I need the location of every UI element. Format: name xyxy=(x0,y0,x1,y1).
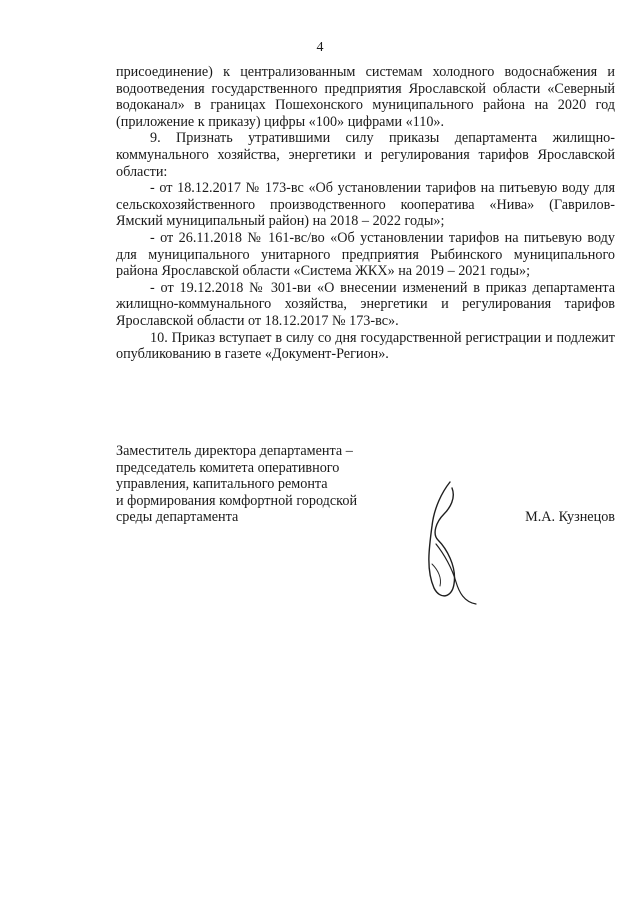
signer-position-line: председатель комитета оперативного xyxy=(116,459,340,476)
paragraph-item-10: 10. Приказ вступает в силу со дня государственной регистрации и подлежит опубликованию в газете «Документ-Регион». xyxy=(116,329,615,363)
page-number: 4 xyxy=(316,40,324,55)
paragraph-order-301: - от 19.12.2018 № 301-ви «О внесении изменений в приказ департамента жилищно-коммунального хозяйства, энергетики и регулирования тарифов Ярославской области от 18.12.2017 № 173-вс». xyxy=(116,279,615,329)
signer-position-line: Заместитель директора департамента – xyxy=(116,443,353,459)
paragraph-item-9: 9. Признать утратившими силу приказы департамента жилищно-коммунального хозяйства, энергетики и регулирования тарифов Ярославской области: xyxy=(116,130,615,180)
handwritten-signature xyxy=(412,478,482,608)
paragraph-order-173: - от 18.12.2017 № 173-вс «Об установлении тарифов на питьевую воду для сельскохозяйственного производственного кооператива «Нива» (Гаврилов-Ямский муниципальный район) на 2018 – 2022 годы»; xyxy=(116,180,615,230)
paragraph-continuation: присоединение) к централизованным системам холодного водоснабжения и водоотведения государственного предприятия Ярославской области «Северный водоканал» в границах Пошехонского муниципального района на 2020 год (приложение к приказу) цифры «100» цифрами «110». xyxy=(116,64,615,130)
signer-position-line: и формирования комфортной городской xyxy=(116,492,358,509)
document-body xyxy=(116,64,615,363)
paragraph-order-161: - от 26.11.2018 № 161-вс/во «Об установлении тарифов на питьевую воду для муниципального унитарного предприятия Рыбинского муниципального района Ярославской области «Система ЖКХ» на 2019 – 2021 годы»; xyxy=(116,229,615,280)
signature-block xyxy=(116,443,615,526)
signer-name: М.А. Кузнецов xyxy=(525,509,615,526)
signer-position-line: среды департамента xyxy=(116,509,239,526)
signer-position-line: управления, капитального ремонта xyxy=(116,476,328,493)
